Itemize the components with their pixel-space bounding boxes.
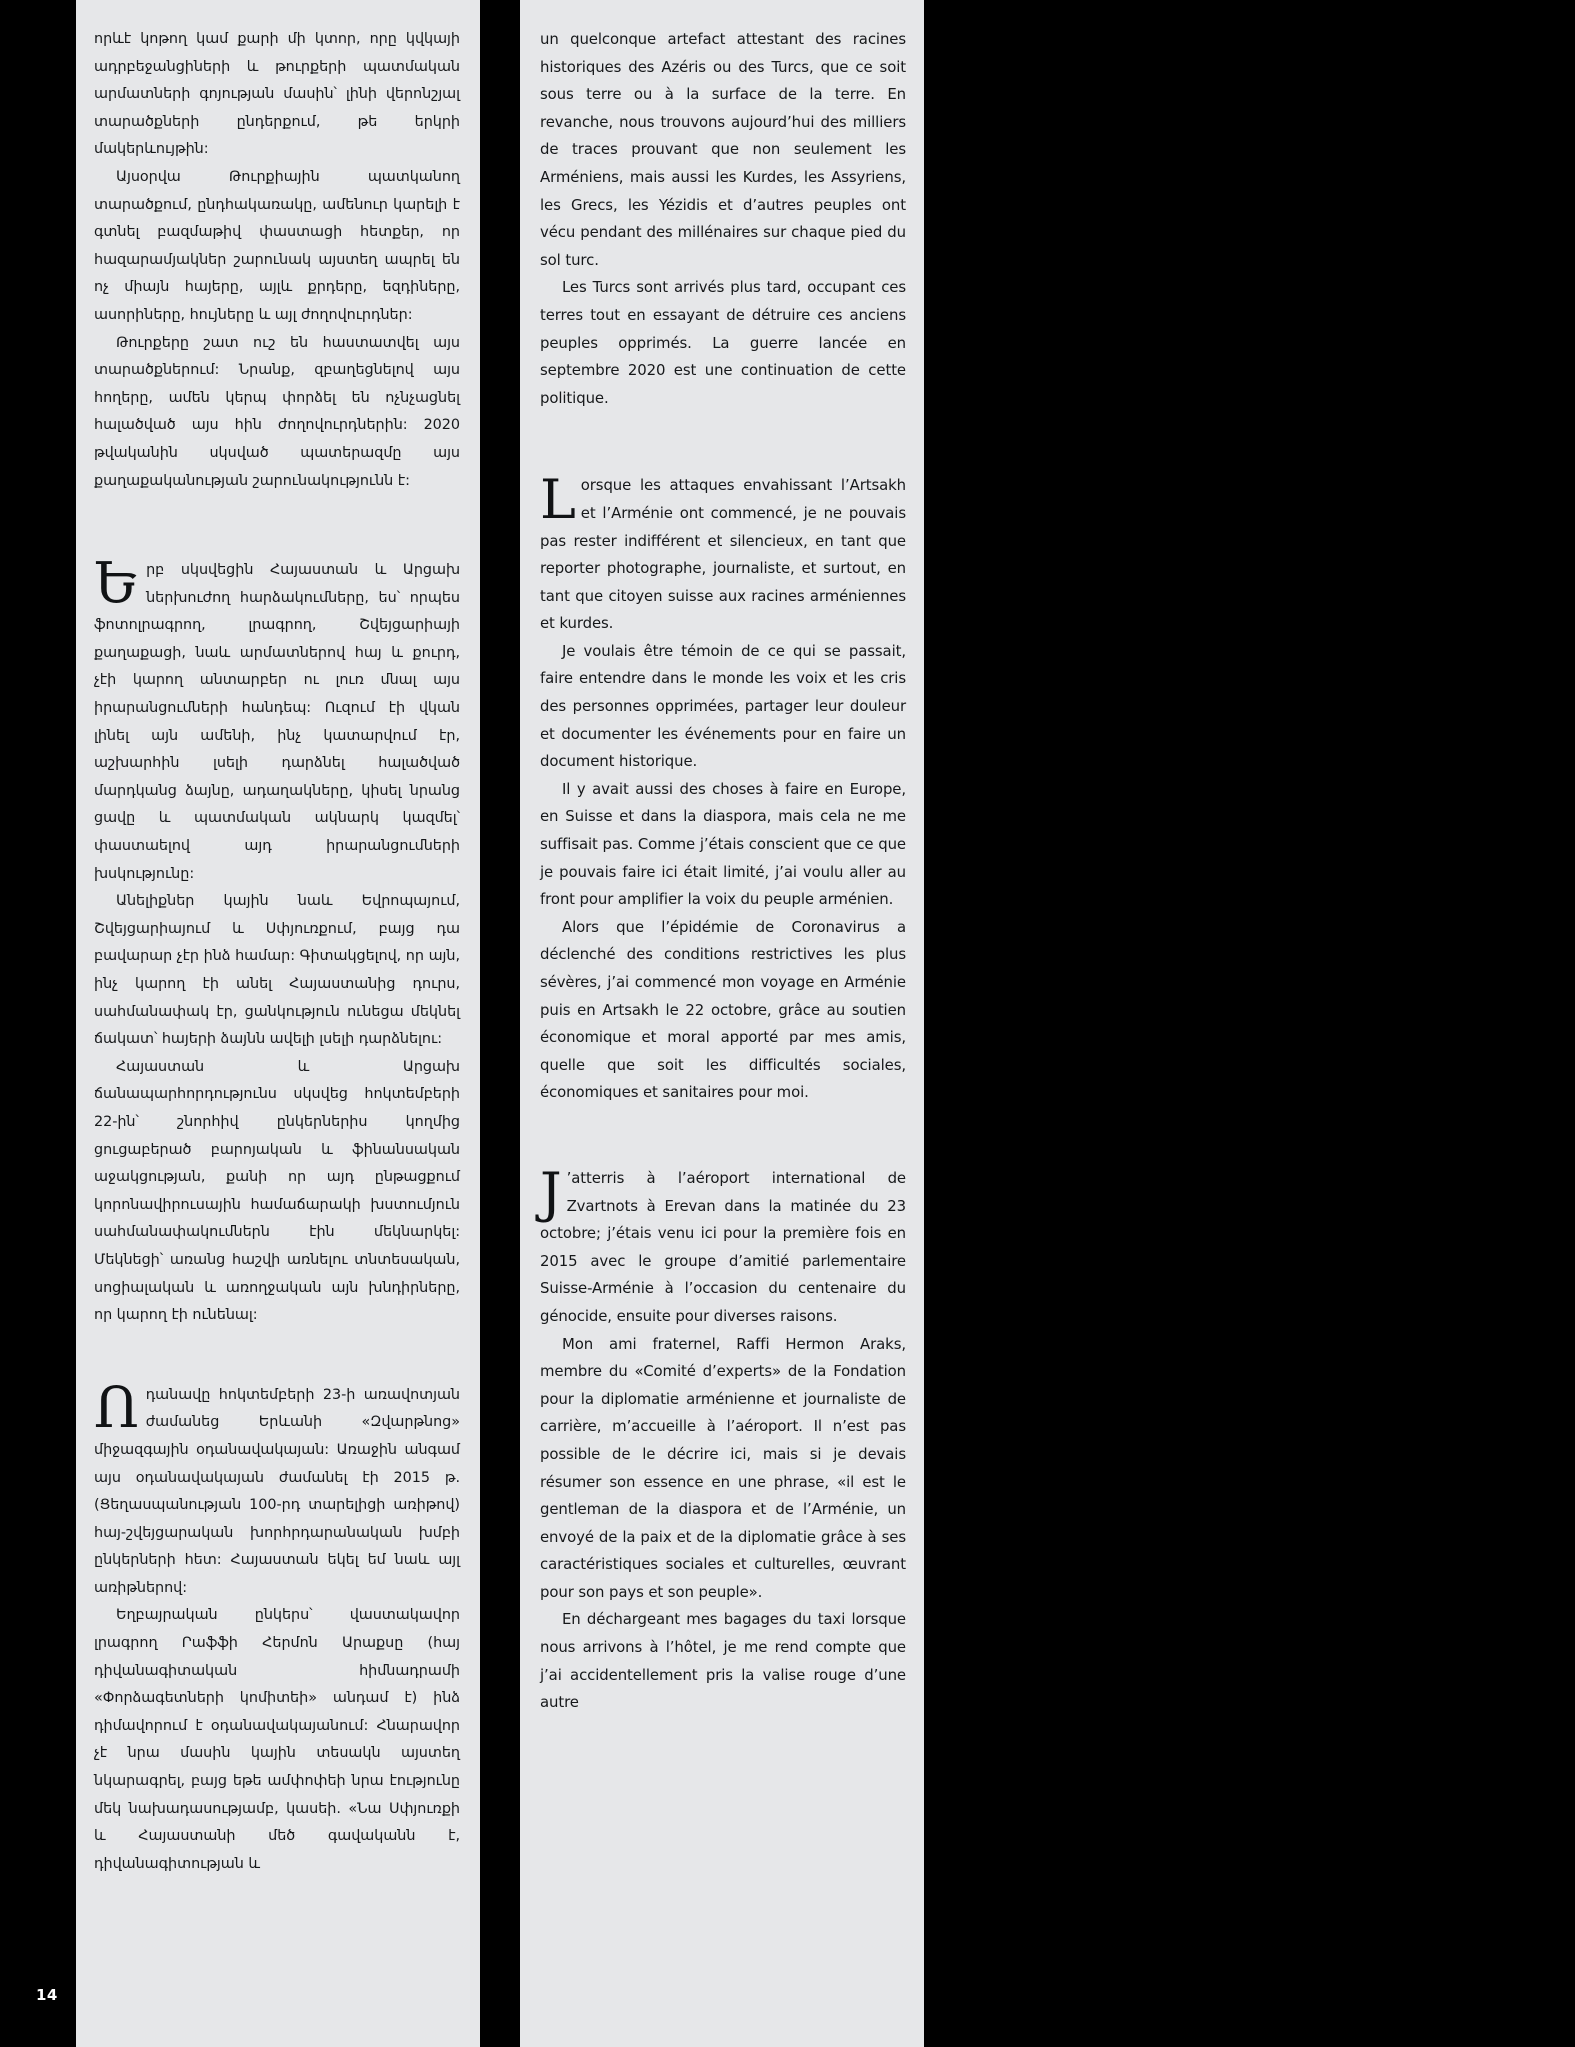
body-paragraph <box>94 888 460 1054</box>
dropcap-paragraph <box>94 1375 460 1603</box>
paragraph-text: Եղբայրական ընկերս՝ վաստակավոր լրագրող Րաֆֆի Հերմոն Արաքսը (հայ դիվանագիտական հիմնադրամի «Փորձագետների կոմիտեի» անդամ է) ինձ դիմավորում է օդանավակայանում: Հնարավոր չէ նրա մասին կային տեսակն այստեղ նկարագրել, բայց եթե ամփոփեի նրա էությունը մեկ նախադասությամբ, կասեի. «Նա Սփյուռքի և Հայաստանի մեծ գավականն է, դիվանագիտության և <box>94 1607 460 1872</box>
body-paragraph <box>94 164 460 330</box>
paragraph-text: un quelconque artefact attestant des racines historiques des Azéris ou des Turcs, que ce soit sous terre ou à la surface de la terre. En revanche, nous trouvons aujourd’hui des milliers de traces prouvant que non seulement les Arméniens, mais aussi les Kurdes, les Assyriens, les Grecs, les Yézidis et d’autres peuples ont vécu pendant des millénaires sur chaque pied du sol turc. <box>540 30 906 269</box>
paragraph-text: Այսօրվա Թուրքիային պատկանող տարածքում, ընդհակառակը, ամենուր կարելի է գտնել բազմաթիվ փաստացի հետքեր, որ հազարամյակներ շարունակ այստեղ ապրել են ոչ միայն հայերը, այլև քրդերը, եզդիները, ասորիները, հույները և այլ ժողովուրդներ: <box>94 168 460 323</box>
right-black-margin <box>924 0 1575 2047</box>
paragraph-text: Alors que l’épidémie de Coronavirus a déclenché des conditions restrictives les plus sévères, j’ai commencé mon voyage en Arménie puis en Artsakh le 22 octobre, grâce au soutien économique et moral apporté par mes amis, quelle que soit les difficultés sociales, économiques et sanitaires pour moi. <box>540 917 906 1102</box>
paragraph-text: Mon ami fraternel, Raffi Hermon Araks, membre du «Comité d’experts» de la Fondation pour la diplomatie arménienne et journaliste de carrière, m’accueille à l’aéroport. Il n’est pas possible de le décrire ici, mais si je devais résumer son essence en une phrase, «il est le gentleman de la diaspora et de l’Arménie, un envoyé de la paix et de la diplomatie grâce à ses caractéristiques sociales et culturelles, œuvrant pour son pays et son peuple». <box>540 1334 906 1601</box>
body-paragraph <box>94 1602 460 1878</box>
body-paragraph <box>540 1606 906 1716</box>
body-paragraph <box>540 26 906 274</box>
page-gutter <box>480 0 520 2047</box>
paragraph-block-spacer <box>94 495 460 557</box>
column-armenian <box>76 0 480 2047</box>
paragraph-text: Անելիքներ կային նաև Եվրոպայում, Շվեյցարիայում և Սփյուռքում, բայց դա բավարար չէր ինձ համար: Գիտակցելով, որ այն, ինչ կարող էի անել Հայաստանից դուրս, սահմանափակ էր, ցանկություն ունեցա մեկնել ճակատ՝ հայերի ձայնն ավելի լսելի դարձնելու: <box>94 893 460 1048</box>
body-paragraph <box>94 1054 460 1330</box>
page-number: 14 <box>36 1986 58 2004</box>
body-paragraph <box>540 274 906 412</box>
paragraph-text: ’atterris à l’aéroport international de Zvartnots à Erevan dans la matinée du 23 octobre; j’étais venu ici pour la première fois en 2015 avec le groupe d’amitié parlementaire Suisse-Arménie à l’occasion du centenaire du génocide, ensuite pour diverses raisons. <box>540 1168 906 1325</box>
dropcap-paragraph <box>540 468 906 638</box>
drop-cap-letter: L <box>540 468 576 532</box>
paragraph-text: Հայաստան և Արցախ ճանապարհորդությունս սկսվեց հոկտեմբերի 22-ին՝ շնորհիվ ընկերներիս կողմից ցուցաբերած բարոյական և ֆինանսական աջակցության, քանի որ այդ ընթացքում կորոնավիրուսային համաճարակի խստումյուն սահմանափակումներն էին մեկնարկել: Մեկնեցի՝ առանց հաշվի առնելու տնտեսական, սոցիալական և առողջական այն խնդիրները, որ կարող էի ունենալ: <box>94 1058 460 1324</box>
dropcap-paragraph <box>94 551 460 888</box>
paragraph-block-spacer <box>94 1330 460 1382</box>
body-paragraph <box>540 1331 906 1607</box>
drop-cap-letter: Ե <box>94 551 140 617</box>
body-paragraph <box>94 26 460 164</box>
dropcap-paragraph <box>540 1160 906 1331</box>
paragraph-text: Je voulais être témoin de ce qui se passait, faire entendre dans le monde les voix et les cris des personnes opprimées, partager leur douleur et documenter les événements pour en faire un document historique. <box>540 641 906 771</box>
paragraph-block-spacer <box>540 1107 906 1165</box>
paragraph-text: րբ սկսվեցին Հայաստան և Արցախ ներխուժող հարձակումները, ես՝ որպես ֆոտոլրագրող, լրագրող, Շվեյցարիայի քաղաքացի, նաև արմատներով հայ և քուրդ, չէի կարող անտարբեր ու լուռ մնալ այս իրարանցումների հանդեպ: Ուզում էի վկան լինել այն ամենի, ինչ կատարվում էր, աշխարհին լսելի դարձնել հալածված մարդկանց ձայնը, ադաղակները, կիսել նրանց ցավը և պատմական ակնարկ կազմել՝ փաստաելով այդ իրարանցումների խսկությունը: <box>94 562 460 882</box>
paragraph-text: Les Turcs sont arrivés plus tard, occupant ces terres tout en essayant de détruire ces anciens peuples opprimés. La guerre lancée en septembre 2020 est une continuation de cette politique. <box>540 278 906 407</box>
paragraph-text: Il y avait aussi des choses à faire en Europe, en Suisse et dans la diaspora, mais cela ne me suffisait pas. Comme j’étais conscient que ce que je pouvais faire ici était limité, j’ai voulu aller au front pour amplifier la voix du peuple arménien. <box>540 779 906 909</box>
column-french <box>520 0 924 2047</box>
drop-cap-letter: J <box>540 1160 562 1224</box>
paragraph-text: Թուրքերը շատ ուշ են հաստատվել այս տարածքներում: Նրանք, զբաղեցնելով այս հողերը, ամեն կերպ փորձել են ոչնչացնել հալածված այս հին ժողովուրդներին: 2020 թվականին սկսված պատերազմը այս քաղաքականության շարունակությունն է: <box>94 334 460 489</box>
paragraph-block-spacer <box>540 412 906 472</box>
body-paragraph <box>540 638 906 776</box>
paragraph-text: orsque les attaques envahissant l’Artsakh et l’Arménie ont commencé, je ne pouvais pas rester indifférent et silencieux, en tant que reporter photographe, journaliste, et surtout, en tant que citoyen suisse aux racines arméniennes et kurdes. <box>540 476 906 633</box>
paragraph-text: En déchargeant mes bagages du taxi lorsque nous arrivons à l’hôtel, je me rend compte que j’ai accidentellement pris la valise rouge d’une autre <box>540 1610 906 1712</box>
paragraph-text: որևէ կոթող կամ քարի մի կտոր, որը կվկայի ադրբեջանցիների և թուրքերի պատմական արմատների գոյության մասին՝ լինի վերոնշյալ տարածքների ընդերքում, թե երկրի մակերևույթին: <box>94 31 460 158</box>
left-black-margin <box>0 0 76 2047</box>
paragraph-text: դանավը հոկտեմբերի 23-ի առավոտյան ժամանեց Երևանի «Զվարթնոց» միջազգային օդանավակայան: Առաջին անգամ այս օդանավակայան ժամանել էի 2015 թ. (Ցեղասպանության 100-րդ տարելիցի առիթով) հայ-շվեյցարական խորհրդարանական խմբի ընկերների հետ: Հայաստան եկել եմ նաև այլ առիթներով: <box>94 1386 460 1596</box>
drop-cap-letter: Ո <box>94 1375 139 1441</box>
body-paragraph <box>540 776 906 914</box>
body-paragraph <box>94 330 460 496</box>
body-paragraph <box>540 914 906 1107</box>
